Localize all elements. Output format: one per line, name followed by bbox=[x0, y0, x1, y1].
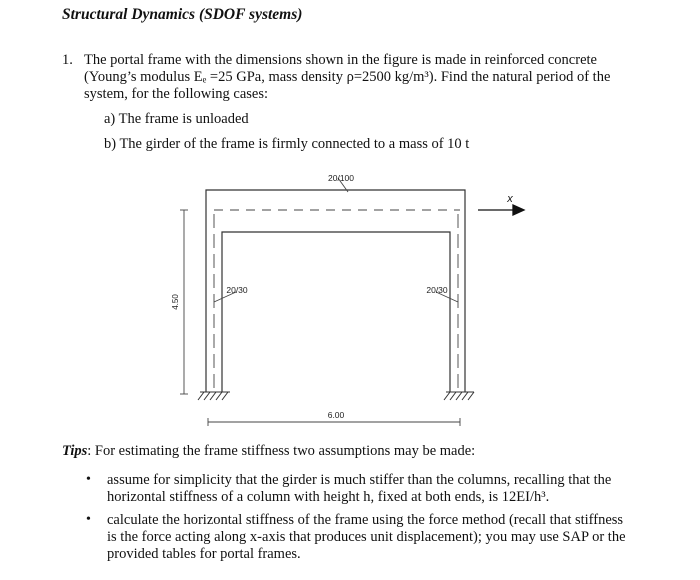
tips-label: Tips bbox=[62, 443, 88, 459]
bullet-2-marker: • bbox=[86, 512, 91, 527]
case-a: a) The frame is unloaded bbox=[104, 111, 249, 127]
question-line-2: (Young’s modulus Eₑ =25 GPa, mass density ρ=2500 kg/m³). Find the natural period of the bbox=[84, 69, 611, 85]
x-direction-arrow bbox=[478, 205, 524, 215]
left-column-section-label: 20/30 bbox=[226, 285, 248, 295]
height-dimension-label: 4.50 bbox=[171, 294, 180, 310]
bullet-1-line-1: assume for simplicity that the girder is much stiffer than the columns, recalling that the bbox=[107, 472, 612, 488]
tips-intro: : For estimating the frame stiffness two assumptions may be made: bbox=[87, 443, 476, 459]
bullet-2-line-3: provided tables for portal frames. bbox=[107, 546, 301, 562]
case-b: b) The girder of the frame is firmly connected to a mass of 10 t bbox=[104, 136, 470, 152]
dof-label: x bbox=[507, 193, 513, 205]
girder-section-label: 20/100 bbox=[328, 173, 354, 183]
span-dimension-label: 6.00 bbox=[327, 410, 345, 420]
question-line-3: system, for the following cases: bbox=[84, 86, 269, 102]
frame-inner-outline bbox=[222, 232, 450, 392]
document-title: Structural Dynamics (SDOF systems) bbox=[62, 6, 303, 23]
question-line-1: The portal frame with the dimensions shown in the figure is made in reinforced concrete bbox=[84, 52, 597, 68]
bullet-2-line-1: calculate the horizontal stiffness of the frame using the force method (recall that stiffness bbox=[107, 512, 624, 528]
bullet-2-line-2: is the force acting along x-axis that produces unit displacement); you may use SAP or the bbox=[107, 529, 626, 545]
question-number: 1. bbox=[62, 52, 73, 68]
bullet-1-marker: • bbox=[86, 472, 91, 487]
right-column-section-label: 20/30 bbox=[426, 285, 448, 295]
tips-paragraph bbox=[62, 443, 475, 460]
bullet-1-line-2: horizontal stiffness of a column with height h, fixed at both ends, is 12EI/h³. bbox=[107, 489, 550, 505]
